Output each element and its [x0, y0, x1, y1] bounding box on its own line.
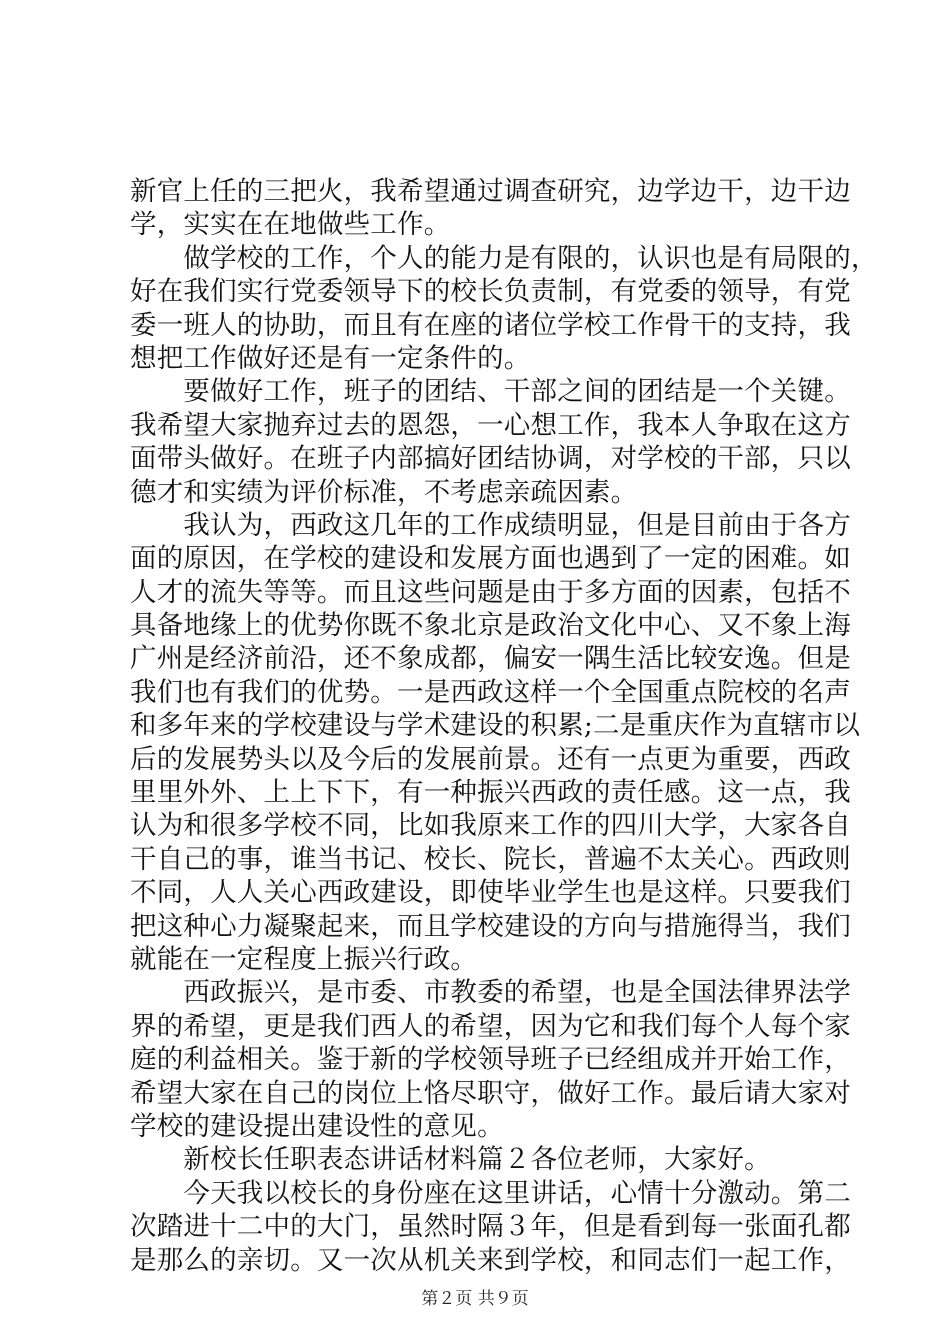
text-line: 今天我以校长的身份座在这里讲话，心情十分激动。第二	[130, 1177, 851, 1209]
text-line: 希望大家在自己的岗位上恪尽职守，做好工作。最后请大家对	[130, 1077, 851, 1109]
text-line: 新官上任的三把火，我希望通过调查研究，边学边干，边干边	[130, 176, 851, 207]
text-line: 不同，人人关心西政建设，即使毕业学生也是这样。只要我们	[130, 877, 851, 909]
text-line: 后的发展势头以及今后的发展前景。还有一点更为重要，西政	[130, 743, 851, 775]
page-footer	[0, 1284, 950, 1309]
text-line: 西政振兴，是市委、市教委的希望，也是全国法律界法学	[130, 977, 851, 1009]
text-line: 想把工作做好还是有一定条件的。	[130, 342, 531, 374]
text-line: 学校的建设提出建设性的意见。	[130, 1110, 504, 1142]
text-line: 面的原因，在学校的建设和发展方面也遇到了一定的困难。如	[130, 543, 851, 575]
text-line: 新校长任职表态讲话材料篇２各位老师，大家好。	[130, 1144, 771, 1176]
text-line: 学，实实在在地做些工作。	[130, 209, 451, 241]
text-line: 我希望大家抛弃过去的恩怨，一心想工作，我本人争取在这方	[130, 409, 851, 441]
text-line: 面带头做好。在班子内部搞好团结协调，对学校的干部，只以	[130, 443, 851, 475]
page-number-label: 第２页 共９页	[421, 1289, 529, 1309]
text-line: 和多年来的学校建设与学术建设的积累;二是重庆作为直辖市以	[130, 710, 861, 742]
text-line: 界的希望，更是我们西人的希望，因为它和我们每个人每个家	[130, 1010, 851, 1042]
text-line: 是那么的亲切。又一次从机关来到学校，和同志们一起工作，	[130, 1244, 851, 1276]
text-line: 要做好工作，班子的团结、干部之间的团结是一个关键。	[130, 376, 851, 408]
text-line: 做学校的工作，个人的能力是有限的，认识也是有局限的，	[130, 242, 878, 274]
body-text	[130, 175, 878, 1277]
text-line: 具备地缘上的优势你既不象北京是政治文化中心、又不象上海	[130, 610, 851, 642]
text-line: 庭的利益相关。鉴于新的学校领导班子已经组成并开始工作，	[130, 1044, 851, 1076]
text-line: 我认为，西政这几年的工作成绩明显，但是目前由于各方	[130, 509, 851, 541]
text-line: 委一班人的协助，而且有在座的诸位学校工作骨干的支持，我	[130, 309, 851, 341]
text-line: 里里外外、上上下下，有一种振兴西政的责任感。这一点，我	[130, 777, 851, 809]
text-line: 干自己的事，谁当书记、校长、院长，普遍不太关心。西政则	[130, 843, 851, 875]
text-line: 次踏进十二中的大门，虽然时隔３年，但是看到每一张面孔都	[130, 1211, 851, 1243]
text-line: 我们也有我们的优势。一是西政这样一个全国重点院校的名声	[130, 676, 851, 708]
text-line: 认为和很多学校不同，比如我原来工作的四川大学，大家各自	[130, 810, 851, 842]
text-line: 好在我们实行党委领导下的校长负责制，有党委的领导，有党	[130, 276, 851, 308]
text-line: 德才和实绩为评价标准，不考虑亲疏因素。	[130, 476, 638, 508]
text-line: 广州是经济前沿，还不象成都，偏安一隅生活比较安逸。但是	[130, 643, 851, 675]
text-line: 人才的流失等等。而且这些问题是由于多方面的因素，包括不	[130, 576, 851, 608]
text-line: 把这种心力凝聚起来，而且学校建设的方向与措施得当，我们	[130, 910, 851, 942]
text-line: 就能在一定程度上振兴行政。	[130, 943, 478, 975]
